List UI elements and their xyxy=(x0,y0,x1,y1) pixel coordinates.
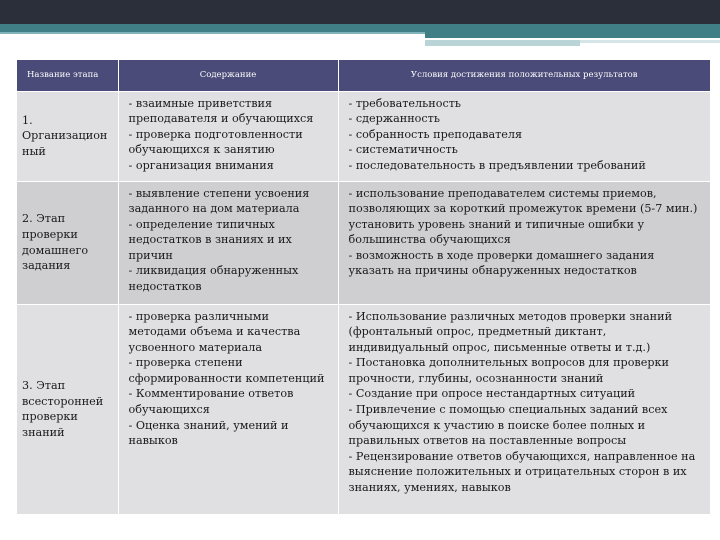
decorative-stripe-faint xyxy=(580,40,720,43)
stage-name: 1. Организацион ный xyxy=(17,91,118,181)
stage-conditions xyxy=(338,181,710,304)
content-item: - проверка степени сформированности компетенций xyxy=(128,356,325,385)
stage-content xyxy=(118,304,338,514)
decorative-stripe-right xyxy=(425,32,720,38)
content-item: - выявление степени усвоения заданного на дом материала xyxy=(128,186,310,216)
content-item: - ликвидация обнаруженных недостатков xyxy=(128,264,299,294)
decorative-stripe-light xyxy=(425,40,580,46)
content-item: - проверка подготовленности обучающихся к занятию xyxy=(128,127,303,157)
content-item: - взаимные приветствия преподавателя и обучающихся xyxy=(128,96,314,126)
condition-item: - Использование различных методов проверки знаний (фронтальный опрос, предметный диктант, индивидуальный опрос, письменные ответы и т.д.) xyxy=(348,309,673,354)
content-item: - определение типичных недостатков в знаниях и их причин xyxy=(128,217,292,262)
table-row xyxy=(17,181,710,304)
condition-item: - последовательность в предъявлении требований xyxy=(348,158,646,172)
condition-item: - возможность в ходе проверки домашнего задания указать на причины обнаруженных недостатков xyxy=(348,248,655,278)
table-row xyxy=(17,304,710,514)
condition-item: - использование преподавателем системы приемов, позволяющих за короткий промежуток времени (5-7 мин.) установить уровень знаний и типичные ошибки у большинства обучающихся xyxy=(348,186,698,247)
stage-name: 2. Этап проверки домашнего задания xyxy=(17,181,118,304)
content-item: - организация внимания xyxy=(128,158,274,172)
slide-title-bar xyxy=(0,0,720,24)
stage-conditions xyxy=(338,304,710,514)
condition-item: - Создание при опросе нестандартных ситуаций xyxy=(348,387,636,401)
table-header-row xyxy=(17,60,710,91)
header-content: Содержание xyxy=(118,60,338,91)
condition-item: - Постановка дополнительных вопросов для проверки прочности, глубины, осознанности знаний xyxy=(348,356,669,385)
content-item: - Оценка знаний, умений и навыков xyxy=(128,418,289,448)
stage-name: 3. Этап всесторонней проверки знаний xyxy=(17,304,118,514)
lesson-stages-table xyxy=(17,60,710,514)
table-row xyxy=(17,91,710,181)
condition-item: - требовательность xyxy=(348,96,461,110)
condition-item: - Привлечение с помощью специальных заданий всех обучающихся к участию в поиске более полных и правильных ответов на поставленные вопросы xyxy=(348,403,668,448)
header-stage-name: Название этапа xyxy=(17,60,118,91)
stage-conditions xyxy=(338,91,710,181)
decorative-stripe xyxy=(0,24,720,32)
content-item: - проверка различными методами объема и качества усвоенного материала xyxy=(128,309,301,354)
header-conditions: Условия достижения положительных результатов xyxy=(338,60,710,91)
decorative-stripe-thin xyxy=(0,32,425,34)
condition-item: - систематичность xyxy=(348,143,458,157)
stage-content xyxy=(118,181,338,304)
condition-item: - собранность преподавателя xyxy=(348,127,523,141)
stage-content xyxy=(118,91,338,181)
condition-item: - Рецензирование ответов обучающихся, направленное на выяснение положительных и отрицательных сторон в их знаниях, умениях, навыков xyxy=(348,449,696,495)
condition-item: - сдержанность xyxy=(348,112,440,126)
content-item: - Комментирование ответов обучающихся xyxy=(128,387,294,417)
